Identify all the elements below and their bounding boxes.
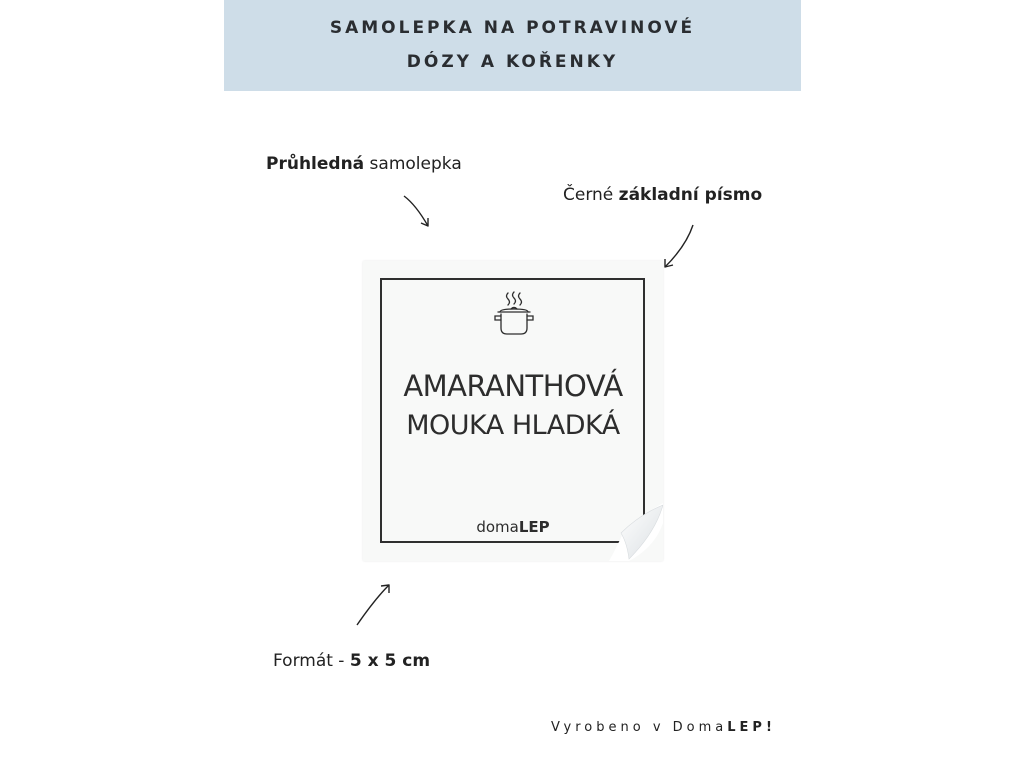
banner-title-line-2: DÓZY A KOŘENKY <box>406 52 619 72</box>
callout-format-bold: 5 x 5 cm <box>349 651 431 671</box>
callout-font-bold: základní písmo <box>618 185 763 205</box>
callout-transparent-rest: samolepka <box>364 154 462 174</box>
arrow-transparent-icon <box>400 192 436 232</box>
footer-made-in <box>551 720 776 735</box>
arrow-font-icon <box>658 222 698 272</box>
arrow-format-icon <box>352 580 394 630</box>
pot-icon <box>492 290 536 338</box>
callout-format-plain: Formát - <box>273 651 350 671</box>
footer-bold: LEP! <box>727 720 776 735</box>
callout-transparent <box>266 154 462 174</box>
sticker-brand-bold: LEP <box>518 518 550 536</box>
callout-transparent-bold: Průhledná <box>266 154 365 174</box>
callout-font <box>563 185 762 205</box>
sticker-product-line-2: MOUKA HLADKÁ <box>406 410 620 441</box>
sticker-brand-plain: doma <box>476 518 519 536</box>
callout-format <box>273 651 430 671</box>
footer-plain: Vyrobeno v Doma <box>551 720 728 735</box>
callout-font-plain: Černé <box>563 185 619 205</box>
sticker-product-line-1: AMARANTHOVÁ <box>403 369 623 403</box>
title-banner <box>224 0 801 91</box>
banner-title-line-1: SAMOLEPKA NA POTRAVINOVÉ <box>329 18 696 38</box>
peeled-corner-icon <box>609 503 663 561</box>
sticker-preview <box>363 261 663 561</box>
